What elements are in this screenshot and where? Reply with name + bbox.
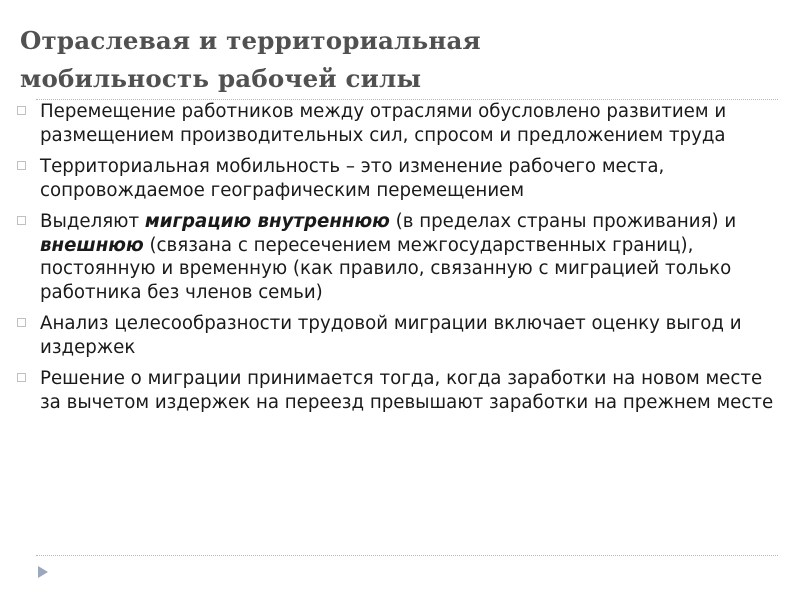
emphasis-internal-migration: миграцию внутреннюю — [144, 211, 390, 232]
bullet-text-part: Выделяют — [40, 211, 145, 232]
bullet-item-territorial-mobility — [17, 155, 777, 202]
square-bullet-icon — [17, 318, 26, 327]
bullet-item-migration-types — [17, 210, 777, 304]
square-bullet-icon — [17, 161, 26, 170]
bullet-text: Перемещение работников между отраслями обусловлено развитием и размещением производительных сил, спросом и предложением труда — [40, 101, 727, 146]
bullet-item-migration-analysis — [17, 312, 777, 359]
footer-divider — [36, 555, 778, 556]
slide-title-line-1: Отраслевая и территориальная — [20, 26, 481, 55]
emphasis-external-migration: внешнюю — [40, 234, 144, 256]
bullet-item-sectoral-mobility — [17, 100, 777, 147]
bullet-text: Решение о миграции принимается тогда, когда заработки на новом месте за вычетом издержек на переезд превышают заработки на прежнем месте — [40, 368, 774, 413]
slide-title — [20, 22, 760, 98]
square-bullet-icon — [17, 373, 26, 382]
slide-title-line-2: мобильность рабочей силы — [20, 64, 422, 93]
bullet-text: Территориальная мобильность – это изменение рабочего места, сопровождаемое географическим перемещением — [40, 156, 665, 201]
bullet-item-migration-decision — [17, 367, 777, 414]
square-bullet-icon — [17, 216, 26, 225]
bullet-text-part: (в пределах страны проживания) и — [389, 211, 737, 232]
bullet-list — [17, 100, 777, 422]
bullet-text-part: (связана с пересечением межгосударственных границ), постоянную и временную (как правило, связанную с миграцией только работника без членов семьи) — [40, 234, 732, 303]
bullet-text: Анализ целесообразности трудовой миграции включает оценку выгод и издержек — [40, 313, 742, 358]
square-bullet-icon — [17, 106, 26, 115]
next-slide-arrow-icon[interactable] — [38, 566, 48, 578]
